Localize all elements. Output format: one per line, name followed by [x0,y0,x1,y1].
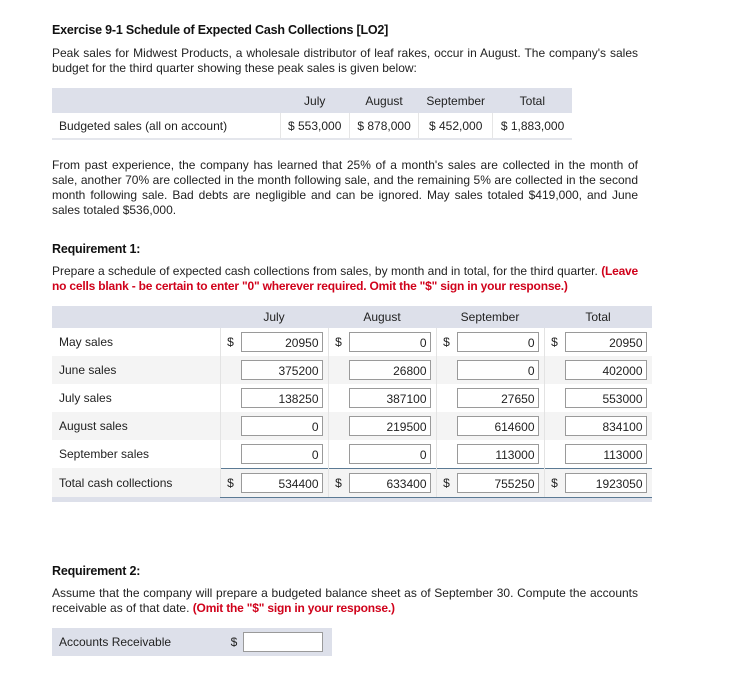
amount-input-september[interactable] [457,416,539,436]
amount-input-august[interactable] [349,388,431,408]
budget-row [52,113,572,139]
dollar-sign: $ [227,335,234,349]
amount-input-august[interactable] [349,332,431,352]
dollar-sign: $ [335,475,342,490]
cell-august [328,356,436,384]
requirement-2-heading: Requirement 2: [52,564,141,578]
amount-input-august[interactable] [349,444,431,464]
amount-input-total[interactable] [565,332,647,352]
cell-total [544,468,652,497]
budget-july: $ 553,000 [280,113,349,139]
experience-paragraph: From past experience, the company has learned that 25% of a month's sales are collected in the month of sale, another 70% are collected in the month following sale, and the remaining 5% are collected in the second month following sale. Bad debts are negligible and can be ignored. May sales totaled $419,000, and June sales totaled $536,000. [52,158,638,217]
dollar-sign: $ [335,335,342,349]
requirement-1-text [52,264,638,294]
cell-total [544,328,652,356]
budget-header-july: July [280,88,349,113]
cell-september [436,440,544,468]
cell-august [328,384,436,412]
total-row [52,468,652,497]
table-bottom-bar [52,497,652,502]
row-label: June sales [52,356,220,384]
row-label: August sales [52,412,220,440]
amount-input-total[interactable] [565,416,647,436]
amount-input-july[interactable] [241,473,323,493]
amount-input-september[interactable] [457,444,539,464]
amount-input-total[interactable] [565,444,647,464]
budget-header-total: Total [493,88,572,113]
requirement-2-text [52,586,638,616]
cell-september [436,384,544,412]
accounts-receivable-row [52,628,332,656]
exercise-title: Exercise 9-1 Schedule of Expected Cash Collections [LO2] [52,23,389,37]
cell-july [220,468,328,497]
requirement-1-instruction: (Leave no cells blank - be certain to enter "0" wherever required. Omit the "$" sign in your response.) [52,264,639,293]
amount-input-total[interactable] [565,360,647,380]
accounts-receivable-label: Accounts Receivable [59,635,172,649]
dollar-sign: $ [230,635,238,649]
amount-input-september[interactable] [457,388,539,408]
budget-september: $ 452,000 [419,113,493,139]
amount-input-september[interactable] [457,473,539,493]
cell-september [436,412,544,440]
schedule-header-blank [52,306,220,328]
table-bottom-bar-cell [52,497,652,502]
cell-july [220,328,328,356]
amount-input-total[interactable] [565,473,647,493]
schedule-header-september: September [436,306,544,328]
budget-header-row [52,88,572,113]
budget-row-label: Budgeted sales (all on account) [52,113,280,139]
amount-input-july[interactable] [241,332,323,352]
cell-total [544,384,652,412]
cell-august [328,468,436,497]
amount-input-july[interactable] [241,360,323,380]
cell-july [220,440,328,468]
row-label: Total cash collections [52,468,220,497]
cell-july [220,412,328,440]
intro-paragraph: Peak sales for Midwest Products, a wholesale distributor of leaf rakes, occur in August. The company's sales budget for the third quarter showing these peak sales is given below: [52,46,638,75]
table-row [52,356,652,384]
schedule-header-august: August [328,306,436,328]
amount-input-july[interactable] [241,388,323,408]
cell-august [328,328,436,356]
amount-input-total[interactable] [565,388,647,408]
amount-input-july[interactable] [241,416,323,436]
amount-input-july[interactable] [241,444,323,464]
table-row [52,328,652,356]
cell-total [544,356,652,384]
amount-input-september[interactable] [457,360,539,380]
cell-total [544,412,652,440]
sales-budget-table [52,88,572,140]
amount-input-september[interactable] [457,332,539,352]
cell-august [328,412,436,440]
cell-august [328,440,436,468]
cell-september [436,328,544,356]
dollar-sign: $ [551,475,558,490]
requirement-1-prompt: Prepare a schedule of expected cash collections from sales, by month and in total, for the third quarter. [52,264,598,278]
amount-input-august[interactable] [349,360,431,380]
accounts-receivable-input[interactable] [243,632,323,652]
requirement-2-instruction: (Omit the "$" sign in your response.) [192,601,395,615]
budget-august: $ 878,000 [349,113,418,139]
budget-total: $ 1,883,000 [493,113,572,139]
dollar-sign: $ [551,335,558,349]
schedule-header-total: Total [544,306,652,328]
requirement-2-prompt: Assume that the company will prepare a budgeted balance sheet as of September 30. Compute the accounts receivable as of that date. [52,586,638,615]
table-row [52,384,652,412]
cell-total [544,440,652,468]
budget-header-august: August [349,88,418,113]
requirement-1-heading: Requirement 1: [52,242,141,256]
row-label: May sales [59,335,114,349]
amount-input-august[interactable] [349,416,431,436]
dollar-sign: $ [227,475,234,490]
table-row [52,412,652,440]
budget-header-blank [52,88,280,113]
cell-july [220,384,328,412]
row-label: September sales [59,447,150,461]
cell-september [436,468,544,497]
cell-september [436,356,544,384]
cell-july [220,356,328,384]
dollar-sign: $ [443,335,450,349]
cash-collections-schedule [52,306,652,502]
table-row [52,440,652,468]
budget-header-september: September [419,88,493,113]
row-label: July sales [59,391,112,405]
schedule-header-july: July [220,306,328,328]
dollar-sign: $ [443,475,450,490]
schedule-header-row [52,306,652,328]
amount-input-august[interactable] [349,473,431,493]
